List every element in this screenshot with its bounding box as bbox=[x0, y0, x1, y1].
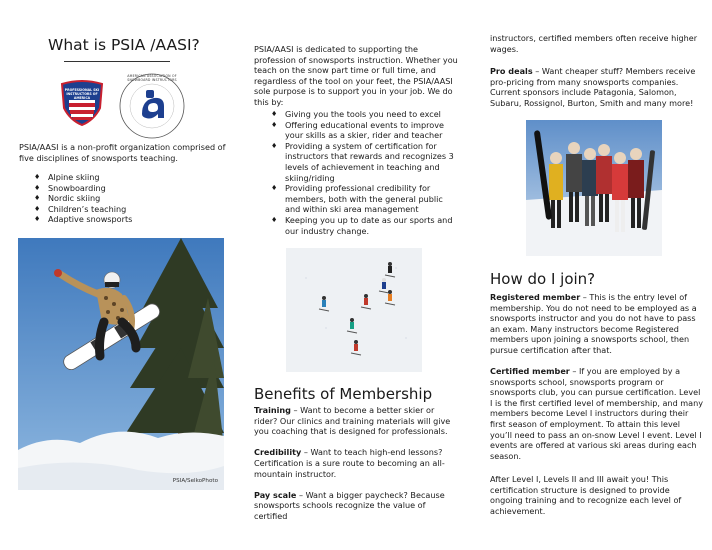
benefits-list bbox=[254, 405, 460, 522]
aasi-logo-text: AMERICAN ASSOCIATION OF SNOWBOARD INSTRUCTORS bbox=[127, 74, 177, 82]
pro-deals-label: Pro deals bbox=[490, 66, 533, 76]
panel-what-is bbox=[0, 0, 238, 550]
what-is-title: What is PSIA /AASI? bbox=[48, 36, 200, 54]
photo-credit: PSIA/SelkoPhoto bbox=[172, 478, 218, 484]
psia-logo-icon bbox=[58, 78, 106, 126]
certified-label: Certified member bbox=[490, 366, 570, 376]
mission-bullets bbox=[271, 109, 456, 236]
benefit-label: Credibility bbox=[254, 447, 302, 458]
certified-text: – If you are employed by a snowsports school, snowsports program or snowsports club, you can pursue certification. Level I is the first certified level of membership, and many members become Level I instructors during their first season of employment. To attain this level you’ll need to pass an on-snow Level I event. Level I events are offered at various ski areas during each season. bbox=[490, 366, 704, 461]
after-level-one: After Level I, Levels II and III await you! This certification structure is designed to provide ongoing training and to recognize each level of achievement. bbox=[490, 474, 682, 516]
pro-deals-text: – Want cheaper stuff? Members receive pro-pricing from many snowsports companies. Current sponsors include Patagonia, Salomon, Subaru, Rossignol, Burton, Smith and many more! bbox=[490, 66, 696, 108]
list-item: ♦ Offering educational events to improve your skills as a skier, rider and teacher bbox=[271, 120, 456, 141]
snowboarder-photo bbox=[18, 238, 224, 490]
psia-logo-text: PROFESSIONAL SKI INSTRUCTORS OF AMERICA bbox=[64, 88, 100, 100]
benefit-pay-scale bbox=[254, 490, 460, 522]
title-divider bbox=[64, 61, 170, 62]
pay-scale-continued: instructors, certified members often receive higher wages. bbox=[490, 33, 698, 54]
aasi-logo-icon bbox=[118, 72, 186, 140]
intro-text: PSIA/AASI is a non-profit organization comprised of five disciplines of snowsports teaching. bbox=[19, 142, 226, 163]
registered-text: – This is the entry level of membership. You do not need to be employed as a snowsports instructor and you do not have to pass an exam. Many instructors become Registered members upon joining a snowsports school, then pursue certification after that. bbox=[490, 292, 697, 355]
pro-deals bbox=[490, 66, 702, 108]
benefits-title: Benefits of Membership bbox=[254, 385, 433, 403]
list-item: ♦ Children’s teaching bbox=[34, 204, 224, 215]
panel-join bbox=[476, 0, 712, 550]
benefit-training bbox=[254, 405, 460, 437]
list-item: ♦ Alpine skiing bbox=[34, 172, 224, 183]
benefit-label: Training bbox=[254, 405, 291, 415]
list-item: ♦ Adaptive snowsports bbox=[34, 214, 224, 225]
benefit-text: – Want to become a better skier or rider? Our clinics and training materials will give you coaching that is designed for professionals. bbox=[254, 405, 451, 437]
certified-member bbox=[490, 366, 704, 461]
benefit-text: – Want a bigger paycheck? Because snowsports schools recognize the value of certified bbox=[254, 489, 445, 521]
list-item: ♦ Nordic skiing bbox=[34, 193, 224, 204]
mission-intro: PSIA/AASI is dedicated to supporting the profession of snowsports instruction. Whether you teach on the snow part time or full time, and regardless of the tool on your feet, the PSIA/AASI sole purpose is to support you in your job. We do this by: bbox=[254, 44, 458, 107]
list-item: ♦ Providing a system of certification for instructors that rewards and recognizes 3 levels of achievement in teaching and skiing/riding bbox=[271, 141, 456, 183]
registered-member bbox=[490, 292, 704, 356]
panel-mission bbox=[238, 0, 476, 550]
join-title: How do I join? bbox=[490, 270, 596, 288]
list-item: ♦ Keeping you up to date as our sports and our industry change. bbox=[271, 215, 456, 236]
list-item: ♦ Snowboarding bbox=[34, 183, 224, 194]
benefit-text: – Want to teach high-end lessons? Certification is a sure route to becoming an all-mountain instructor. bbox=[254, 447, 445, 479]
disciplines-list bbox=[34, 172, 224, 225]
list-item: ♦ Giving you the tools you need to excel bbox=[271, 109, 456, 120]
benefit-label: Pay scale bbox=[254, 489, 297, 500]
benefit-credibility bbox=[254, 447, 460, 479]
registered-label: Registered member bbox=[490, 292, 581, 302]
skiers-slope-photo bbox=[286, 248, 422, 372]
group-photo bbox=[526, 120, 662, 256]
list-item: ♦ Providing professional credibility for members, both with the general public and within ski area management bbox=[271, 183, 456, 215]
